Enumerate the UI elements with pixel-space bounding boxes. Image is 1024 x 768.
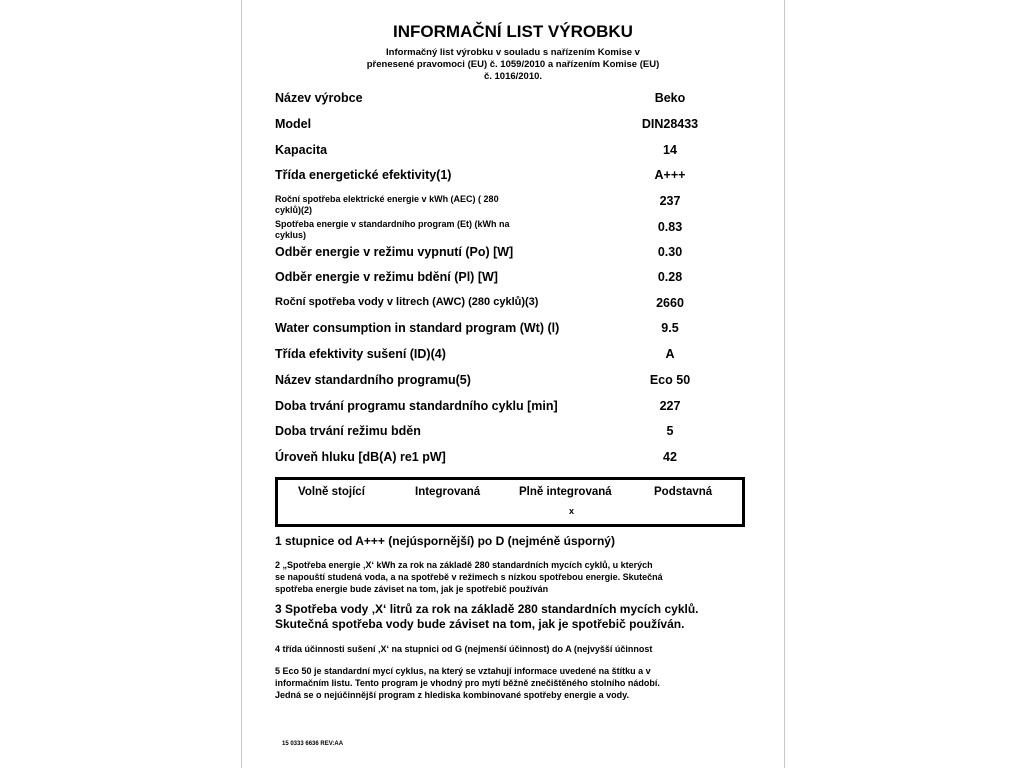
installation-type-box xyxy=(275,477,745,527)
row-label: Název standardního programu(5) xyxy=(275,373,471,387)
row-value: 0.30 xyxy=(657,245,683,259)
note-line: Skutečná spotřeba vody bude záviset na tom, jak je spotřebič používán. xyxy=(275,617,685,631)
row-value: A xyxy=(665,347,675,361)
row-label-line: Spotřeba energie v standardního program (Et) (kWh na xyxy=(275,219,510,229)
product-info-sheet xyxy=(241,0,785,768)
row-value: 42 xyxy=(663,450,677,464)
note-5 xyxy=(275,665,750,701)
row-label: Doba trvání programu standardního cyklu [min] xyxy=(275,399,558,413)
row-label: Doba trvání režimu bděn xyxy=(275,424,421,438)
note-line: 2 „Spotřeba energie ‚X‘ kWh za rok na základě 280 standardních mycích cyklů, u kterých xyxy=(275,560,653,570)
row-label: Název výrobce xyxy=(275,91,363,105)
row-label-line: cyklů)(2) xyxy=(275,205,313,215)
row-label: Úroveň hluku [dB(A) re1 pW] xyxy=(275,450,446,464)
note-line: spotřeba energie bude záviset na tom, jak je spotřebič používán xyxy=(275,584,549,594)
note-line: Jedná se o nejúčinnější program z hlediska kombinované spotřeby energie a vody. xyxy=(275,690,629,700)
row-value: 5 xyxy=(666,424,674,438)
installation-mark: x xyxy=(569,506,575,516)
subtitle-line: přenesené pravomoci (EU) č. 1059/2010 a nařízením Komise (EU) xyxy=(366,59,660,70)
row-value: 9.5 xyxy=(661,321,679,335)
row-label: Třída efektivity sušení (ID)(4) xyxy=(275,347,446,361)
row-value: 2660 xyxy=(656,296,684,310)
row-label: Roční spotřeba vody v litrech (AWC) (280 cyklů)(3) xyxy=(275,296,539,308)
note-line: 5 Eco 50 je standardní mycí cyklus, na který se vztahují informace uvedené na štítku a v xyxy=(275,666,651,676)
row-value: DIN28433 xyxy=(641,117,699,131)
row-label xyxy=(275,194,565,216)
row-label: Model xyxy=(275,117,312,131)
installation-built-under: Podstavná xyxy=(654,486,713,498)
row-label: Třída energetické efektivity(1) xyxy=(275,168,452,182)
sheet-subtitle xyxy=(242,47,784,83)
row-label: Odběr energie v režimu bdění (Pl) [W] xyxy=(275,270,498,284)
note-line: informačním listu. Tento program je vhodný pro mytí běžně znečištěného stolního nádobí. xyxy=(275,678,660,688)
note-line: se napouští studená voda, a na spotřebě v režimech s nízkou spotřebou energie. Skutečná xyxy=(275,572,663,582)
document-code: 15 0333 6636 REV:AA xyxy=(282,741,344,747)
row-value: 0.83 xyxy=(657,220,683,234)
row-value: 237 xyxy=(659,194,681,208)
subtitle-line: Informačný list výrobku v souladu s nařízením Komise v xyxy=(386,47,640,58)
installation-fully-integrated: Plně integrovaná xyxy=(519,486,612,498)
note-4: 4 třída účinnosti sušení ‚X‘ na stupnici od G (nejmenší účinnost) do A (nejvyšší účinnost xyxy=(275,644,653,654)
subtitle-line: č. 1016/2010. xyxy=(483,71,543,82)
row-value: A+++ xyxy=(654,168,686,182)
note-line: 3 Spotřeba vody ‚X‘ litrů za rok na základě 280 standardních mycích cyklů. xyxy=(275,602,699,616)
note-1: 1 stupnice od A+++ (nejúspornější) po D (nejméně úsporný) xyxy=(275,534,615,548)
row-value: Beko xyxy=(654,91,686,105)
sheet-title: INFORMAČNÍ LIST VÝROBKU xyxy=(393,22,633,41)
installation-freestanding: Volně stojící xyxy=(298,486,365,498)
row-label xyxy=(275,219,565,241)
row-label: Kapacita xyxy=(275,143,328,157)
row-label: Water consumption in standard program (Wt) (l) xyxy=(275,321,560,335)
row-value: 227 xyxy=(659,399,681,413)
row-value: 0.28 xyxy=(657,270,683,284)
row-label: Odběr energie v režimu vypnutí (Po) [W] xyxy=(275,245,514,259)
row-value: 14 xyxy=(663,143,677,157)
note-3 xyxy=(275,602,750,632)
note-2 xyxy=(275,559,750,595)
row-value: Eco 50 xyxy=(649,373,691,387)
installation-integrated: Integrovaná xyxy=(415,486,481,498)
row-label-line: cyklus) xyxy=(275,230,307,240)
row-label-line: Roční spotřeba elektrické energie v kWh (AEC) ( 280 xyxy=(275,194,499,204)
